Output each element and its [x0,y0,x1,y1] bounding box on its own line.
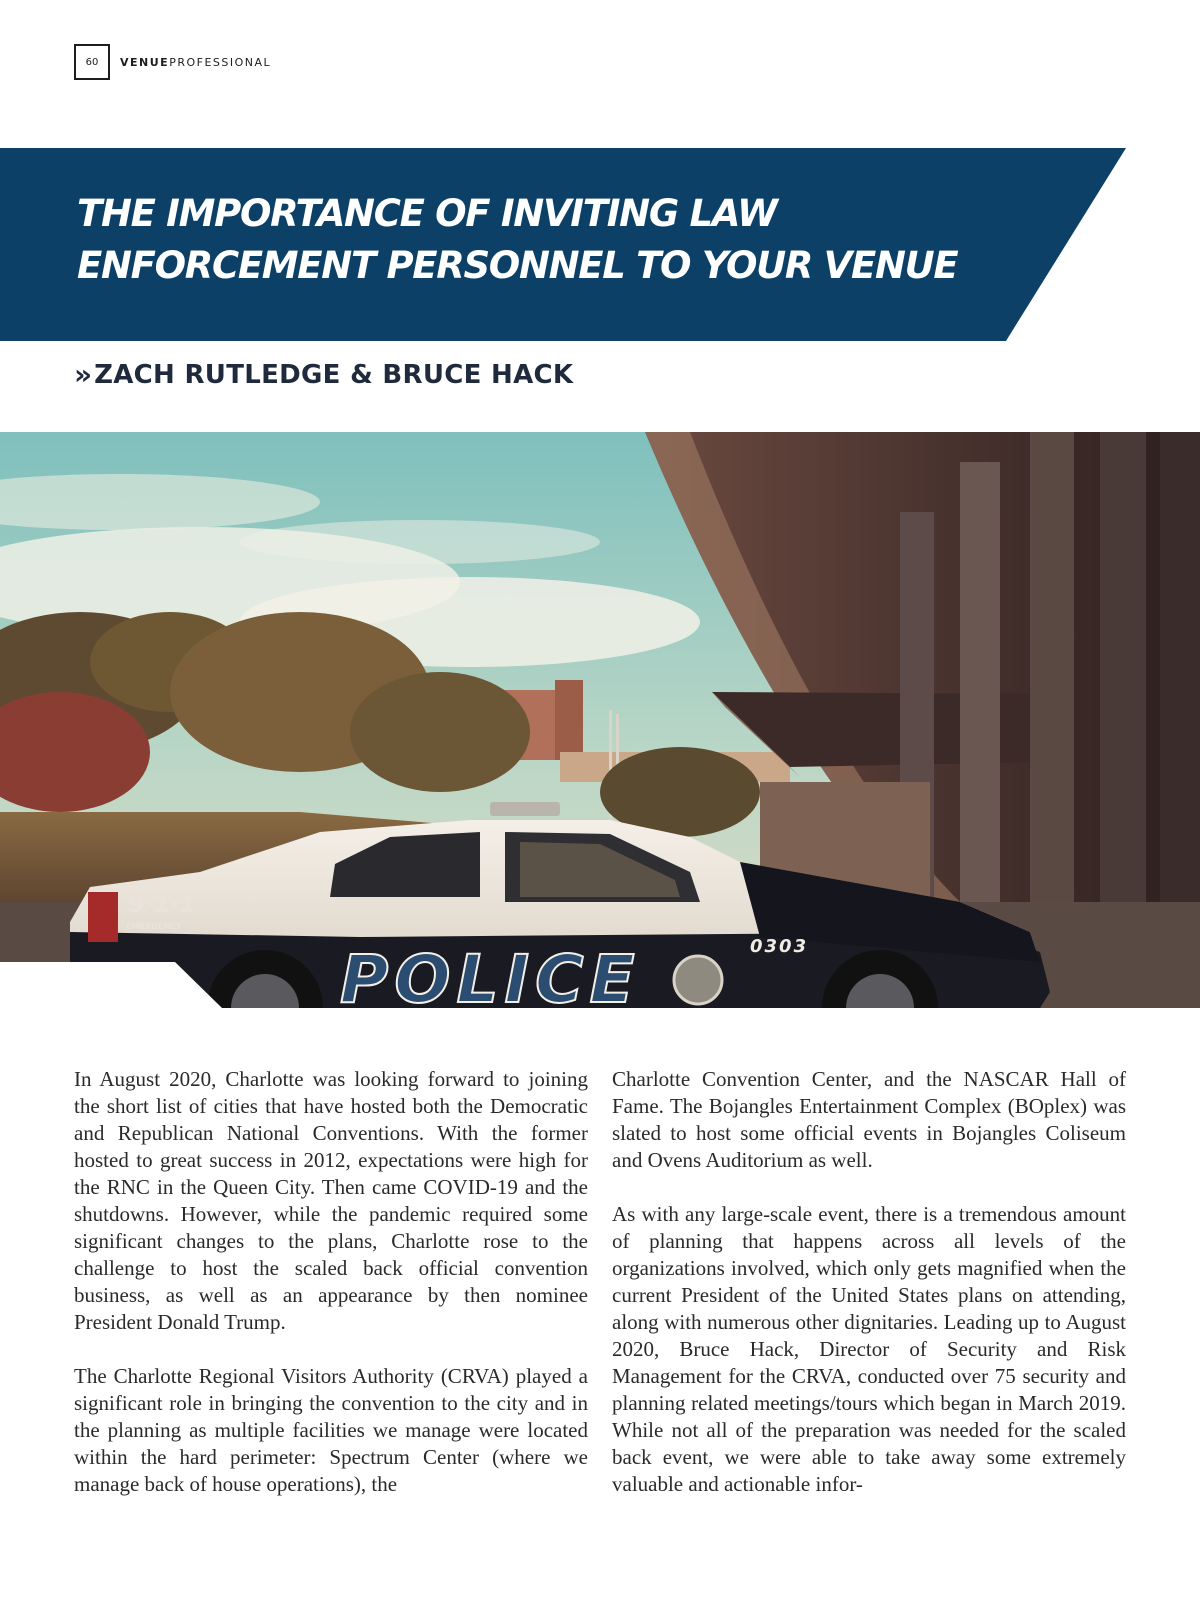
body-column-left [74,1066,588,1498]
paragraph: Charlotte Convention Center, and the NASCAR Hall of Fame. The Bojangles Entertainment Complex (BOplex) was slated to host some official events in Bojangles Coliseum and Ovens Auditorium as well. [612,1067,1126,1172]
byline [74,358,573,391]
byline-authors: ZACH RUTLEDGE & BRUCE HACK [94,359,574,390]
page-number: 60 [74,44,110,80]
hero-photo [0,432,1200,1008]
byline-marker-icon: » [74,358,89,391]
body-column-right [612,1066,1126,1498]
paragraph: As with any large-scale event, there is a tremendous amount of planning that happens across all levels of the organizations involved, which only gets magnified when the current President of the United States plans on attending, along with numerous other dignitaries. Leading up to August 2020, Bruce Hack, Director of Security and Risk Management for the CRVA, conducted over 75 security and planning related meetings/tours which began in March 2019. While not all of the preparation was needed for the scaled back event, we were able to take away some extremely valuable and actionable infor- [612,1202,1126,1496]
magazine-name [120,56,271,69]
paragraph: In August 2020, Charlotte was looking forward to joining the short list of cities that have hosted both the Democratic and Republican National Conventions. With the former hosted to great success in 2012, expectations were high for the RNC in the Queen City. Then came COVID-19 and the shutdowns. However, while the pandemic required some significant changes to the plans, Charlotte rose to the challenge to host the scaled back official convention business, as well as an appearance by then nominee President Donald Trump. [74,1067,588,1334]
car-number-text: 0303 [750,936,809,957]
emergency-number-text: 9·1·1 [128,890,197,918]
article-title-line1: THE IMPORTANCE OF INVITING LAW [77,192,777,235]
magazine-name-bold: VENUE [120,55,170,69]
page-header [74,44,271,80]
police-lettering: POLICE [340,941,641,1008]
title-banner [0,148,1126,341]
paragraph: The Charlotte Regional Visitors Authority (CRVA) played a significant role in bringing the convention to the city and in the planning as multiple facilities we manage were located within the hard perimeter: Spectrum Center (where we manage back of house operations), the [74,1364,588,1496]
article-title-line2: ENFORCEMENT PERSONNEL TO YOUR VENUE [77,244,958,287]
magazine-name-light: PROFESSIONAL [169,55,272,69]
police-car-venue-illustration [0,432,1200,1008]
emergency-label-text: EMERGENCY [126,922,182,931]
article-title [77,188,1027,292]
